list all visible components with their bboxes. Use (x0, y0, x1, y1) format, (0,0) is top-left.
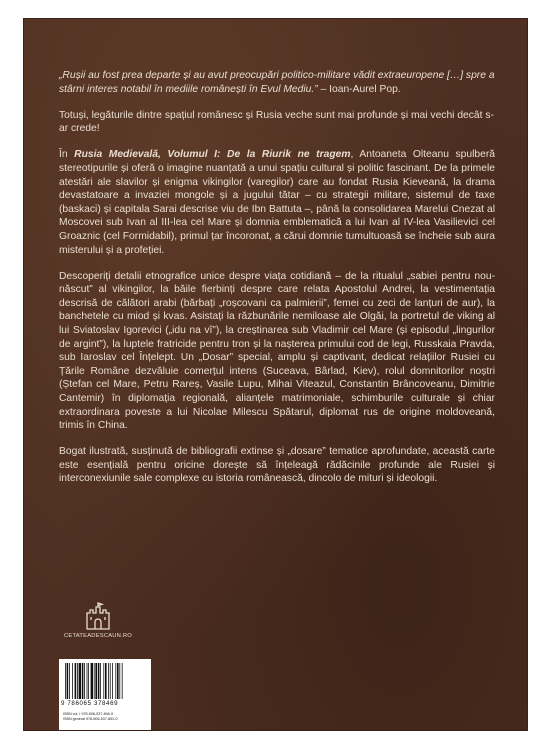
quote-text: „Rușii au fost prea departe și au avut preocupări politico-militare vădit extraeuropene […] spre a stârni interes notabil în mediile românești în Evul Mediu.” (59, 70, 495, 95)
p1-body: , Antoaneta Olteanu spulberă stereotipurile și oferă o imagine nuanțată a unui spațiu cultural și politic fascinant. De la primele atestări ale slavilor și enigma vikingilor (varegilor) care au fondat Rusia Kieveană, la drama devastatoare a invaziei mongole și a jugului tătar – cu strategii militare, sistemul de taxe (baskaci) și capitala Sarai descrise viu de Ibn Battuta –, până la consolidarea Marelui Cnezat al Moscovei sub Ivan al III-lea cel Mare și domnia emblematică a lui Ivan al IV-lea Vasilievici cel Groaznic (cel Formidabil), primul țar încoronat, a cărui domnie tumultuoasă se încheie sub aura misterului și a profeției. (59, 149, 496, 256)
barcode-bars (65, 663, 145, 699)
p1-prefix: În (59, 149, 75, 161)
barcode-digits: 9 786065 378469 (61, 700, 119, 707)
isbn-barcode (59, 659, 151, 730)
publisher-name: CETATEADESCAUN.RO (64, 633, 132, 639)
castle-icon (81, 601, 115, 631)
quote-author: – Ioan-Aurel Pop. (320, 83, 401, 95)
isbn-line-2: ISBN general 978-606-537-852-0 (63, 717, 118, 721)
paragraph-1 (59, 148, 495, 257)
isbn-info (63, 712, 149, 722)
book-title: Rusia Medievală, Volumul I: De la Riurik ne tragem (74, 149, 351, 161)
book-back-cover (24, 19, 527, 730)
publisher-logo (58, 601, 138, 639)
isbn-line-1: ISBN vol. I 978-606-537-846-9 (63, 712, 114, 716)
paragraph-2: Descoperiți detalii etnografice unice despre viața cotidiană – de la ritualul „sabiei pentru nou-născut” al vikingilor, la băile fierbinți despre care relata Apostolul Andrei, la vestimentația descrisă de călători arabi (bărbați „roșcovani ca palmierii”, femei cu zeci de lanțuri de aur), la banchetele cu miod și kvas. Asistați la răzbunările nemiloase ale Olgăi, la portretul de viking al lui Sviatoslav Igorevici („idu na vî”), la creștinarea sub Vladimir cel Mare (și episodul „lingurilor de argint”), la luptele fratricide pentru tron și la nașterea primului cod de legi, Russkaia Pravda, sub Iaroslav cel Înțelept. Un „Dosar” special, amplu și captivant, dedicat relațiilor Rusiei cu Țările Române dezvăluie comerțul intens (Suceava, Bârlad, Kiev), rolul domnitorilor noștri (Ștefan cel Mare, Petru Rareș, Vasile Lupu, Mihai Viteazul, Constantin Brâncoveanu, Dimitrie Cantemir) în diplomația regională, alianțele matrimoniale, schimburile culturale și chiar extraordinara poveste a lui Nicolae Milescu Spătarul, diplomat rus de origine moldoveană, trimis în China. (59, 270, 495, 432)
cover-text (59, 69, 495, 499)
opening-quote (59, 69, 495, 96)
paragraph-3: Bogat ilustrată, susținută de bibliografii extinse și „dosare” tematice aprofundate, această carte este esențială pentru oricine dorește să înțeleagă rădăcinile profunde ale Rusiei și interconexiunile sale complexe cu istoria românească, dincolo de mituri și ideologii. (59, 446, 495, 485)
intro-paragraph: Totuși, legăturile dintre spațiul românesc și Rusia veche sunt mai profunde și mai vechi decât s-ar crede! (59, 109, 494, 135)
